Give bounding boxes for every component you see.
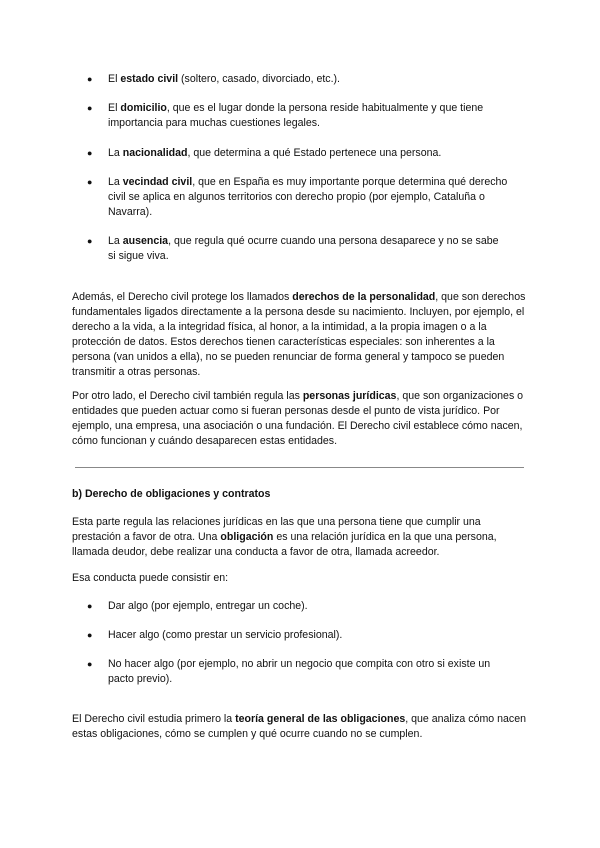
bullet-icon: ● <box>87 103 93 113</box>
paragraph-obligaciones: Esta parte regula las relaciones jurídicas en las que una persona tiene que cumplir una prestación a favor de otra. Una obligación es una relación jurídica en la que una persona, llamada deudor, debe realizar una conducta a favor de otra, llamada acreedor. <box>72 516 497 558</box>
bullet-icon: ● <box>87 601 93 611</box>
bullet-icon: ● <box>87 659 93 669</box>
bullet-icon: ● <box>87 148 93 158</box>
list-item-hacer: Hacer algo (como prestar un servicio profesional). <box>108 629 343 641</box>
paragraph-conducta: Esa conducta puede consistir en: <box>72 572 229 584</box>
list-item-ausencia: La ausencia, que regula qué ocurre cuando una persona desaparece y no se sabe si sigue viva. <box>108 235 499 262</box>
paragraph-personas-juridicas: Por otro lado, el Derecho civil también regula las personas jurídicas, que son organizaciones o entidades que pueden actuar como si fueran personas desde el punto de vista jurídico. Por ejemplo, una empresa, una asociación o una fundación. El Derecho civil establece cómo nacen, cómo funcionan y cuándo desaparecen estas entidades. <box>72 390 524 447</box>
paragraph-teoria-general: El Derecho civil estudia primero la teoría general de las obligaciones, que analiza cómo nacen estas obligaciones, cómo se cumplen y qué ocurre cuando no se cumplen. <box>72 713 526 740</box>
bullet-icon: ● <box>87 74 93 84</box>
list-item-dar: Dar algo (por ejemplo, entregar un coche). <box>108 600 308 612</box>
bullet-icon: ● <box>87 177 93 187</box>
paragraph-derechos-personalidad: Además, el Derecho civil protege los llamados derechos de la personalidad, que son derechos fundamentales ligados directamente a la persona desde su nacimiento. Incluyen, por ejemplo, el derecho a la vida, a la integridad física, al honor, a la intimidad, a la propia imagen o a la protección de datos. Estos derechos tienen características especiales: son inherentes a la persona (van unidos a ella), no se pueden renunciar de forma general y tampoco se pueden transmitir a otras personas. <box>72 291 526 378</box>
list-item-estado-civil: El estado civil (soltero, casado, divorciado, etc.). <box>108 73 341 85</box>
list-item-vecindad-civil: La vecindad civil, que en España es muy importante porque determina qué derecho civil se aplica en algunos territorios con derecho propio (por ejemplo, Cataluña o Navarra). <box>108 176 508 218</box>
list-item-no-hacer: No hacer algo (por ejemplo, no abrir un negocio que compita con otro si existe un pacto previo). <box>108 658 491 685</box>
horizontal-divider <box>75 467 524 468</box>
list-item-domicilio: El domicilio, que es el lugar donde la persona reside habitualmente y que tiene importancia para muchas cuestiones legales. <box>108 102 484 129</box>
bullet-icon: ● <box>87 236 93 246</box>
list-item-nacionalidad: La nacionalidad, que determina a qué Estado pertenece una persona. <box>108 147 442 159</box>
section-heading-obligaciones: b) Derecho de obligaciones y contratos <box>72 488 271 500</box>
bullet-icon: ● <box>87 630 93 640</box>
